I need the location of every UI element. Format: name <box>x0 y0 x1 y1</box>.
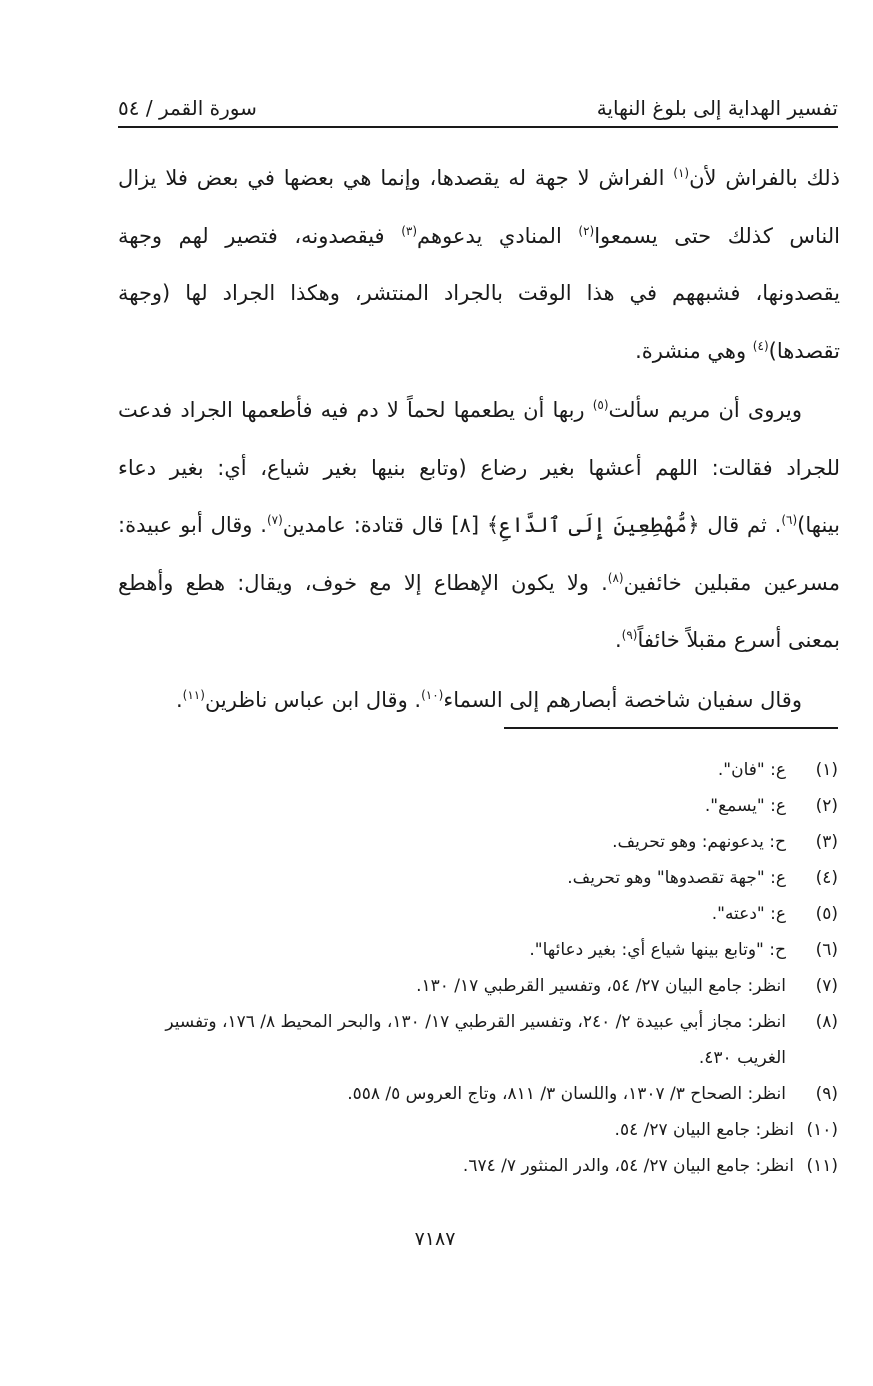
footnote-mark: (١٠) <box>421 687 444 702</box>
footnote-item <box>118 1076 838 1112</box>
paragraph-3 <box>118 672 840 730</box>
footnote-number: (٨) <box>815 1012 838 1032</box>
book-title: تفسير الهداية إلى بلوغ النهاية <box>596 96 838 120</box>
text-line: بينها)$^{(٦)}$. ثم قال ﴿مُّهْطِعِينَ إِلَى ٱلدَّاعِ﴾ [٨] قال قتادة: عامدين$^{(٧)}$. وقال أبو عبيدة: <box>118 513 840 537</box>
footnote-text: انظر: الصحاح ٣/ ١٣٠٧، واللسان ٣/ ٨١١، وتاج العروس ٥/ ٥٥٨. <box>347 1084 786 1104</box>
quran-verse: ﴿مُّهْطِعِينَ إِلَى ٱلدَّاعِ﴾ <box>486 513 700 537</box>
footnote-text: ع: "فان". <box>717 760 786 780</box>
footnote-text: انظر: مجاز أبي عبيدة ٢/ ٢٤٠، وتفسير القرطبي ١٧/ ١٣٠، والبحر المحيط ٨/ ١٧٦، وتفسير الغريب ٤٣٠. <box>165 1012 786 1068</box>
footnote-item <box>118 1112 838 1148</box>
footnote-mark: (٤) <box>752 338 769 353</box>
footnote-number: (٤) <box>815 868 838 888</box>
footnote-text: ع: "دعته". <box>711 904 786 924</box>
footnote-number: (٦) <box>815 940 838 960</box>
footnote-mark: (٣) <box>401 223 418 238</box>
footnote-item <box>118 824 838 860</box>
paragraph-2 <box>118 382 840 670</box>
footnote-number: (٣) <box>815 832 838 852</box>
running-header <box>118 86 838 120</box>
footnote-mark: (١) <box>673 166 690 180</box>
footnote-text: ع: "يسمع". <box>704 796 786 816</box>
text-line: بمعنى أسرع مقبلاً خائفاً$^{(٩)}$. <box>614 628 840 652</box>
text-line: ويروى أن مريم سألت$^{(٥)}$ ربها أن يطعمها لحماً لا دم فيه فأطعمها الجراد فدعت <box>118 398 802 422</box>
footnote-item <box>118 932 838 968</box>
footnote-number: (١) <box>815 760 838 780</box>
text-line: تقصدها)$^{(٤)}$ وهي منشرة. <box>635 338 840 363</box>
footnote-text: ح: يدعونهم: وهو تحريف. <box>612 832 786 852</box>
header-rule <box>118 126 838 128</box>
surah-label: سورة القمر / ٥٤ <box>118 96 257 120</box>
footnote-item <box>118 1004 838 1076</box>
footnote-mark: (٢) <box>578 223 595 238</box>
footnote-text: انظر: جامع البيان ٢٧/ ٥٤. <box>614 1120 794 1140</box>
footnote-text: ع: "جهة تقصدوها" وهو تحريف. <box>567 868 786 888</box>
footnote-item <box>118 788 838 824</box>
footnote-item <box>118 968 838 1004</box>
footnote-mark: (٧) <box>266 513 283 527</box>
footnote-item <box>118 1148 838 1184</box>
page-number: ٧١٨٧ <box>414 1228 456 1250</box>
text-line: يقصدونها، فشبههم في هذا الوقت بالجراد المنتشر، وهكذا الجراد لها (وجهة <box>118 281 840 305</box>
footnote-item <box>118 752 838 788</box>
footnote-number: (٥) <box>815 904 838 924</box>
footnote-mark: (١١) <box>182 687 205 702</box>
footnote-mark: (٩) <box>621 628 638 642</box>
footnotes <box>118 752 838 1184</box>
footnote-number: (٢) <box>815 796 838 816</box>
text-line: للجراد فقالت: اللهم أعشها بغير رضاع (وتابع بنيها بغير شياع، أي: بغير دعاء <box>118 455 840 480</box>
main-text <box>118 150 840 731</box>
text-line: الناس كذلك حتى يسمعوا$^{(٢)}$ المنادي يدعوهم$^{(٣)}$ فيقصدونه، فتصير لهم وجهة <box>118 223 840 248</box>
text-line: ذلك بالفراش لأن$^{(١)}$ الفراش لا جهة له يقصدها، وإنما هي بعضها في بعض فلا يزال <box>118 166 840 190</box>
footnote-rule <box>504 727 838 729</box>
footnote-mark: (٥) <box>592 398 609 412</box>
footnote-number: (١٠) <box>806 1120 838 1140</box>
footnote-item <box>118 860 838 896</box>
text-line: مسرعين مقبلين خائفين$^{(٨)}$. ولا يكون الإهطاع إلا مع خوف، ويقال: هطع وأهطع <box>118 570 840 595</box>
footnote-item <box>118 896 838 932</box>
text-line: وقال سفيان شاخصة أبصارهم إلى السماء$^{(١٠)}$. وقال ابن عباس ناظرين$^{(١١)}$. <box>175 687 802 712</box>
footnote-text: ح: "وتابع بينها شياع أي: بغير دعائها". <box>529 940 786 960</box>
footnote-mark: (٨) <box>607 570 624 585</box>
footnote-text: انظر: جامع البيان ٢٧/ ٥٤، والدر المنثور ٧/ ٦٧٤. <box>462 1156 794 1176</box>
footnote-number: (١١) <box>806 1156 838 1176</box>
footnote-mark: (٦) <box>781 513 798 527</box>
footnote-number: (٩) <box>815 1084 838 1104</box>
paragraph-1 <box>118 150 840 380</box>
footnote-number: (٧) <box>815 976 838 996</box>
footnote-text: انظر: جامع البيان ٢٧/ ٥٤، وتفسير القرطبي ١٧/ ١٣٠. <box>416 976 786 996</box>
